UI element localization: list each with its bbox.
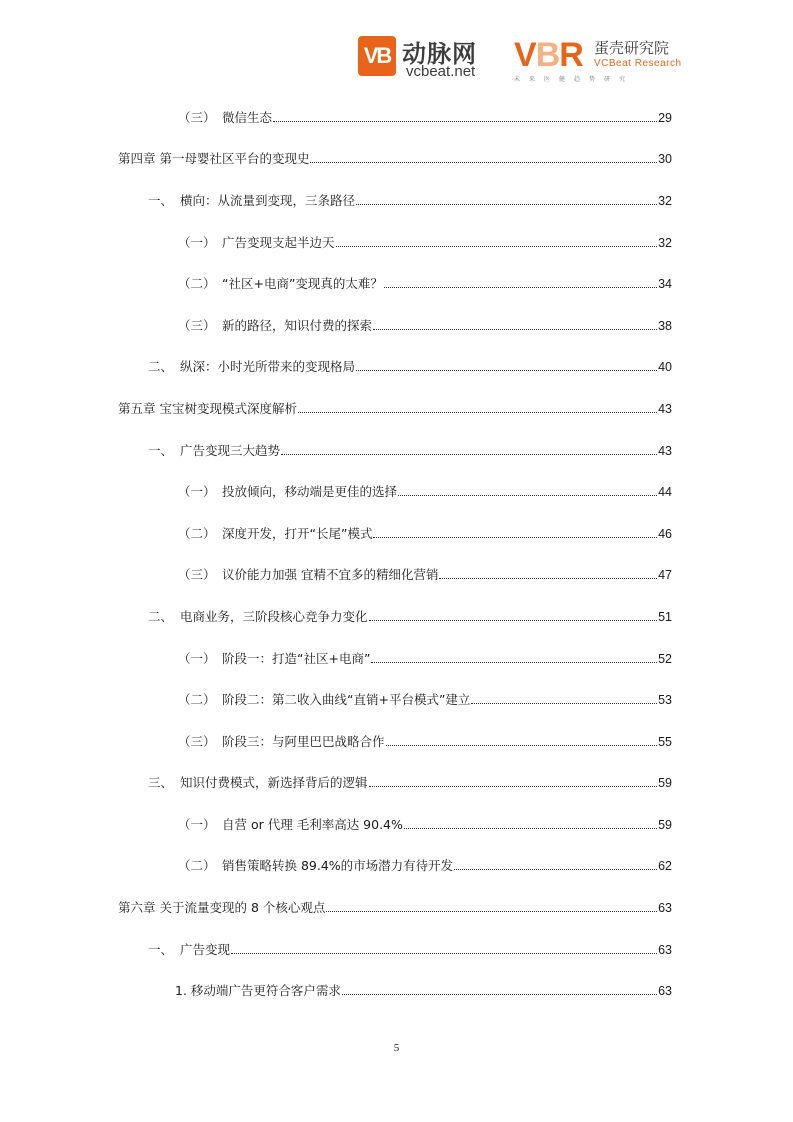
toc-entry-page: 32: [658, 194, 672, 208]
toc-entry-number: （二）: [178, 858, 216, 873]
toc-entry[interactable]: [178, 567, 672, 583]
toc-entry-number: （三）: [178, 318, 216, 333]
toc-entry[interactable]: [178, 651, 672, 667]
toc-leader: [342, 994, 657, 995]
vbr-logo-en: VCBeat Research: [594, 58, 682, 69]
toc-entry-title: 自营 or 代理 毛利率高达 90.4%: [222, 817, 403, 832]
toc-entry-page: 59: [658, 776, 672, 790]
toc-entry-page: 63: [658, 901, 672, 915]
vbr-mark-v: V: [514, 36, 536, 74]
toc-entry-title: 新的路径，知识付费的探索: [222, 318, 373, 333]
toc-entry-page: 32: [658, 236, 672, 250]
toc-entry-number: （一）: [178, 484, 216, 499]
toc-entry-title: 第四章 第一母婴社区平台的变现史: [118, 151, 310, 166]
toc-entry-page: 38: [658, 319, 672, 333]
toc-entry-title: 微信生态: [222, 110, 273, 125]
toc-entry-chapter[interactable]: [118, 401, 672, 417]
toc-entry-number: 一、: [148, 443, 174, 458]
toc-entry-number: （二）: [178, 276, 216, 291]
toc-entry-title: 第五章 宝宝树变现模式深度解析: [118, 401, 297, 416]
toc-entry-page: 47: [658, 568, 672, 582]
toc-entry-page: 43: [658, 444, 672, 458]
toc-entry-page: 62: [658, 859, 672, 873]
toc-leader: [398, 495, 657, 496]
toc-entry-page: 51: [658, 610, 672, 624]
toc-entry-title: 投放倾向，移动端是更佳的选择: [222, 484, 398, 499]
toc-entry-title: 纵深：小时光所带来的变现格局: [180, 359, 356, 374]
toc-leader: [369, 620, 658, 621]
toc-entry[interactable]: [178, 276, 672, 292]
toc-entry-title: 阶段三：与阿里巴巴战略合作: [222, 734, 385, 749]
toc-entry-page: 34: [658, 277, 672, 291]
toc-entry-number: 二、: [148, 359, 174, 374]
vcbeat-logo-en: vcbeat.net: [406, 63, 476, 80]
toc-entry-chapter[interactable]: [118, 151, 672, 167]
toc-entry[interactable]: [178, 110, 672, 126]
toc-entry-number: 三、: [148, 775, 174, 790]
toc-leader: [371, 662, 657, 663]
toc-entry-page: 29: [658, 111, 672, 125]
toc-entry-title: 横向：从流量到变现，三条路径: [180, 193, 356, 208]
toc-entry-page: 52: [658, 652, 672, 666]
toc-entry-number: 一、: [148, 942, 174, 957]
header-logos: [356, 34, 686, 84]
toc-entry[interactable]: [178, 817, 672, 833]
toc-entry-page: 46: [658, 527, 672, 541]
toc-leader: [404, 828, 657, 829]
vbr-mark-r: R: [559, 36, 583, 74]
toc-entry[interactable]: [148, 359, 672, 375]
toc-leader: [439, 578, 657, 579]
toc-leader: [273, 121, 657, 122]
toc-entry-page: 53: [658, 693, 672, 707]
toc-entry-title: 广告变现: [180, 942, 231, 957]
toc-entry-number: （二）: [178, 526, 216, 541]
toc-leader: [310, 162, 657, 163]
toc-entry[interactable]: [178, 692, 672, 708]
vcbeat-logo-icon: VB: [358, 36, 396, 76]
toc-leader: [369, 786, 658, 787]
toc-leader: [298, 412, 657, 413]
vcbeat-logo-cn: 动脉网: [402, 40, 477, 68]
toc-entry[interactable]: [178, 526, 672, 542]
toc-entry-title: 深度开发，打开“长尾”模式: [222, 526, 373, 541]
toc-entry-chapter[interactable]: [118, 900, 672, 916]
toc-leader: [373, 329, 657, 330]
toc-entry-number: （二）: [178, 692, 216, 707]
vbr-logo-cn: 蛋壳研究院: [594, 39, 670, 57]
toc-entry-page: 40: [658, 360, 672, 374]
toc-leader: [373, 537, 657, 538]
toc-entry-title: “社区+电商”变现真的太难？: [222, 276, 383, 291]
toc-entry-page: 30: [658, 152, 672, 166]
toc-entry[interactable]: [178, 858, 672, 874]
toc-entry-number: （三）: [178, 567, 216, 582]
toc-entry[interactable]: [178, 734, 672, 750]
toc-entry[interactable]: [148, 443, 672, 459]
toc-entry[interactable]: [148, 609, 672, 625]
toc-entry-title: 阶段一：打造“社区+电商”: [222, 651, 371, 666]
toc-entry[interactable]: [148, 775, 672, 791]
toc-entry-title: 广告变现三大趋势: [180, 443, 281, 458]
toc-leader: [454, 869, 657, 870]
toc-entry-title: 销售策略转换 89.4%的市场潜力有待开发: [222, 858, 454, 873]
toc-entry-title: 知识付费模式，新选择背后的逻辑: [180, 775, 368, 790]
toc-entry-number: （三）: [178, 734, 216, 749]
toc-entry[interactable]: [148, 193, 672, 209]
toc-entry-number: （三）: [178, 110, 216, 125]
toc-entry[interactable]: [148, 942, 672, 958]
toc-entry-page: 44: [658, 485, 672, 499]
toc-entry-title: 第六章 关于流量变现的 8 个核心观点: [118, 900, 326, 915]
toc-entry[interactable]: [175, 983, 672, 999]
vbr-logo-icon: [514, 36, 583, 75]
toc-entry-page: 59: [658, 818, 672, 832]
toc-entry-title: 阶段二：第二收入曲线“直销+平台模式”建立: [222, 692, 471, 707]
toc-entry-number: 一、: [148, 193, 174, 208]
toc-leader: [231, 953, 657, 954]
toc-entry-page: 43: [658, 402, 672, 416]
toc-leader: [384, 287, 657, 288]
toc-leader: [281, 454, 657, 455]
toc-entry-number: （一）: [178, 651, 216, 666]
toc-entry-number: 二、: [148, 609, 174, 624]
toc-leader: [471, 703, 657, 704]
toc-entry-title: 电商业务，三阶段核心竞争力变化: [180, 609, 368, 624]
toc-entry-page: 55: [658, 735, 672, 749]
vbr-mark-b: B: [535, 36, 560, 74]
toc-entry-title: 广告变现支起半边天: [222, 235, 335, 250]
page-number: 5: [393, 1042, 400, 1054]
toc-entry[interactable]: [178, 318, 672, 334]
toc-entry-title: 1. 移动端广告更符合客户需求: [175, 983, 341, 998]
toc-entry-title: 议价能力加强 宜精不宜多的精细化营销: [222, 567, 439, 582]
toc-entry-page: 63: [658, 943, 672, 957]
vbr-logo-sub: 未来医健趋势研究: [514, 76, 635, 83]
toc-leader: [356, 204, 657, 205]
toc-entry-page: 63: [658, 984, 672, 998]
toc-entry[interactable]: [178, 235, 672, 251]
toc-leader: [326, 911, 657, 912]
toc-entry-number: （一）: [178, 235, 216, 250]
toc-leader: [356, 370, 657, 371]
toc-leader: [386, 745, 658, 746]
toc-leader: [336, 246, 658, 247]
toc-entry[interactable]: [178, 484, 672, 500]
toc-entry-number: （一）: [178, 817, 216, 832]
